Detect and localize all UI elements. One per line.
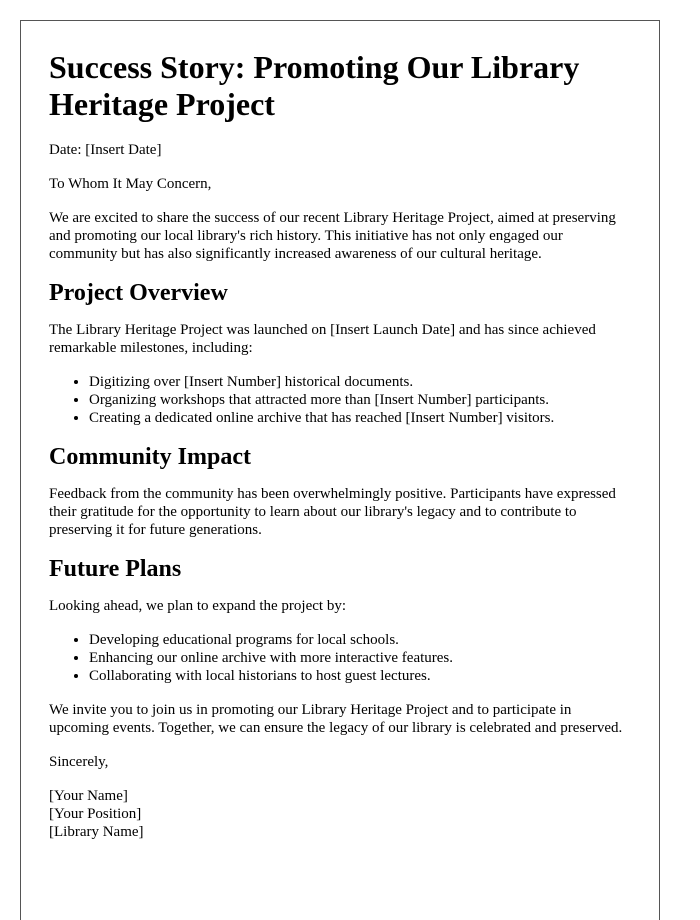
impact-paragraph: Feedback from the community has been overwhelmingly positive. Participants have expressed their gratitude for the opportunity to learn about our library's legacy and to contribute to preserving it for future generations.: [49, 486, 616, 538]
intro-paragraph: We are excited to share the success of our recent Library Heritage Project, aimed at preserving and promoting our local library's rich history. This initiative has not only engaged our community but has also significantly increased awareness of our cultural heritage.: [49, 210, 616, 262]
list-item: • Collaborating with local historians to host guest lectures.: [89, 667, 631, 685]
salutation: To Whom It May Concern,: [49, 176, 212, 192]
letter-page: [20, 20, 660, 920]
future-list: [49, 631, 631, 685]
signature-block: [49, 753, 631, 841]
signature-name: [Your Name]: [49, 788, 128, 804]
overview-list: [49, 373, 631, 427]
signoff: Sincerely,: [49, 754, 109, 770]
future-paragraph: Looking ahead, we plan to expand the project by:: [49, 598, 346, 614]
section-heading-future: Future Plans: [49, 556, 182, 582]
page-title: Success Story: Promoting Our Library Heritage Project: [49, 49, 580, 122]
list-item: • Digitizing over [Insert Number] historical documents.: [89, 373, 631, 391]
overview-paragraph: The Library Heritage Project was launched on [Insert Launch Date] and has since achieved remarkable milestones, including:: [49, 322, 596, 356]
closing-paragraph: We invite you to join us in promoting our Library Heritage Project and to participate in upcoming events. Together, we can ensure the legacy of our library is celebrated and preserved.: [49, 702, 623, 736]
list-item: • Creating a dedicated online archive that has reached [Insert Number] visitors.: [89, 409, 631, 427]
section-heading-impact: Community Impact: [49, 444, 251, 470]
date-line: Date: [Insert Date]: [49, 142, 162, 158]
list-item: • Organizing workshops that attracted more than [Insert Number] participants.: [89, 391, 631, 409]
signature-library: [Library Name]: [49, 824, 144, 840]
signature-position: [Your Position]: [49, 806, 142, 822]
list-item: • Enhancing our online archive with more interactive features.: [89, 649, 631, 667]
list-item: • Developing educational programs for local schools.: [89, 631, 631, 649]
section-heading-overview: Project Overview: [49, 280, 228, 306]
signature-spacer: [49, 771, 631, 787]
